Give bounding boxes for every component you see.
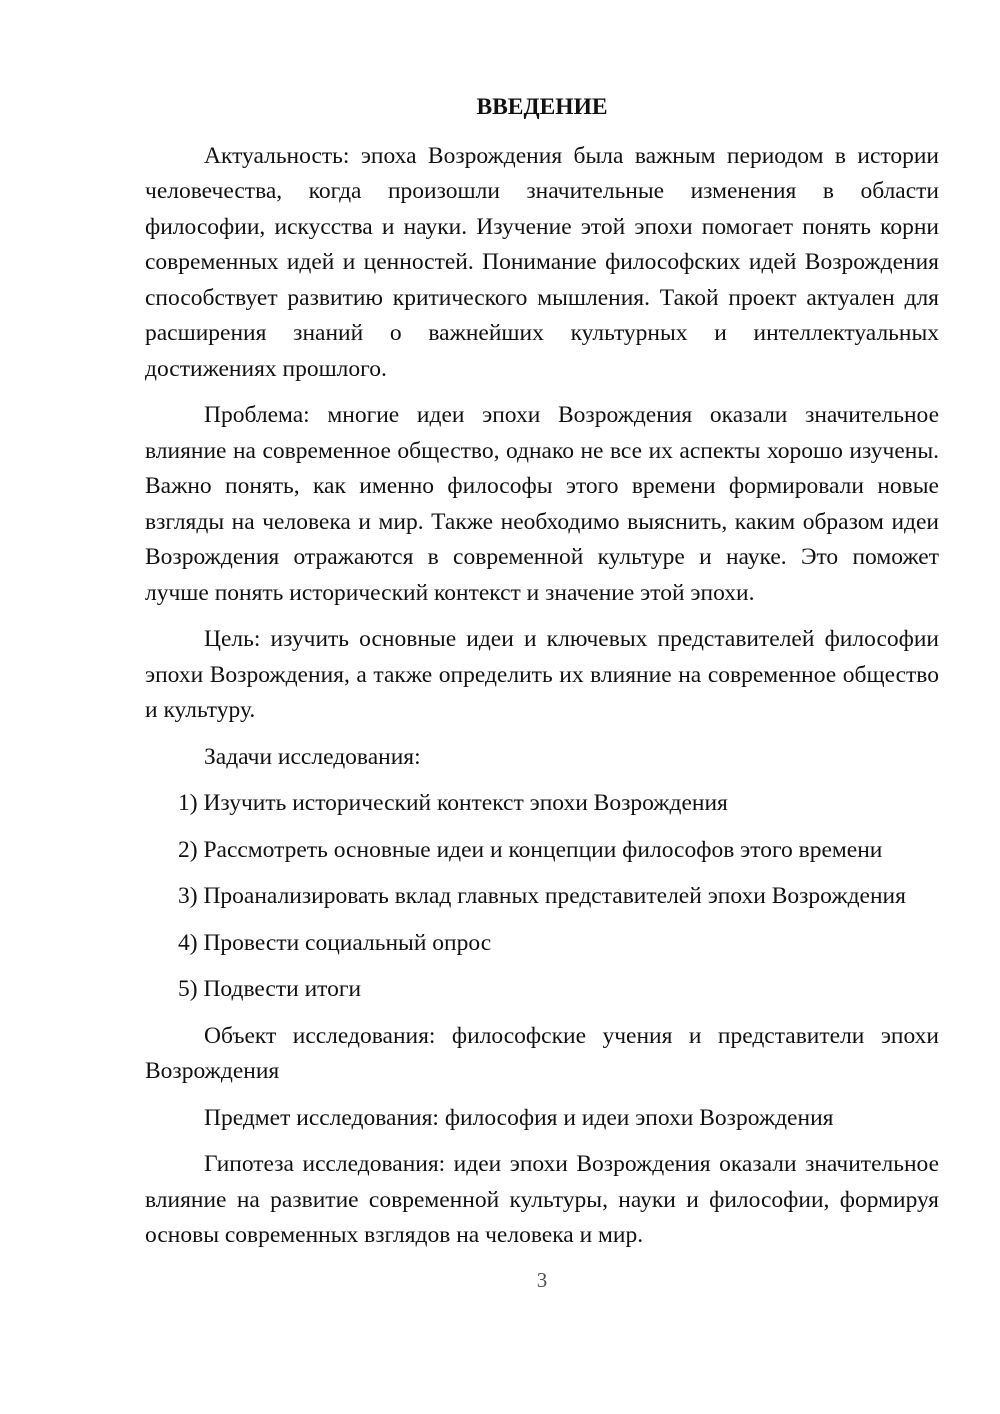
task-item-2: 2) Рассмотреть основные идеи и концепции философов этого времени [178,836,883,863]
paragraph-cel: Цель: изучить основные идеи и ключевых представителей философии эпохи Возрождения, а также определить их влияние на современное общество и культуру. [145,626,939,723]
paragraph-aktualnost: Актуальность: эпоха Возрождения была важным периодом в истории человечества, когда произошли значительные изменения в области философии, искусства и науки. Изучение этой эпохи помогает понять корни современных идей и ценностей. Понимание философских идей Возрождения способствует развитию критического мышления. Такой проект актуален для расширения знаний о важнейших культурных и интеллектуальных достижениях прошлого. [145,142,939,382]
page-title: ВВЕДЕНИЕ [476,94,608,120]
paragraph-gipoteza: Гипотеза исследования: идеи эпохи Возрождения оказали значительное влияние на развитие современной культуры, науки и философии, формируя основы современных взглядов на человека и мир. [145,1151,939,1248]
page-number: 3 [536,1267,548,1292]
paragraph-predmet: Предмет исследования: философия и идеи эпохи Возрождения [204,1104,834,1131]
task-item-5: 5) Подвести итоги [178,976,362,1002]
task-item-3: 3) Проанализировать вклад главных представителей эпохи Возрождения [178,883,906,909]
page-footer [145,1265,939,1295]
paragraph-obekt: Объект исследования: философские учения и представители эпохи Возрождения [145,1022,939,1084]
paragraph-zadachi-heading: Задачи исследования: [204,743,421,770]
task-item-4: 4) Провести социальный опрос [178,929,492,956]
task-item-1: 1) Изучить исторический контекст эпохи Возрождения [178,790,728,816]
paragraph-problema: Проблема: многие идеи эпохи Возрождения оказали значительное влияние на современное общество, однако не все их аспекты хорошо изучены. Важно понять, как именно философы этого времени формировали новые взгляды на человека и мир. Также необходимо выяснить, каким образом идеи Возрождения отражаются в современной культуре и науке. Это поможет лучше понять исторический контекст и значение этой эпохи. [145,402,939,606]
